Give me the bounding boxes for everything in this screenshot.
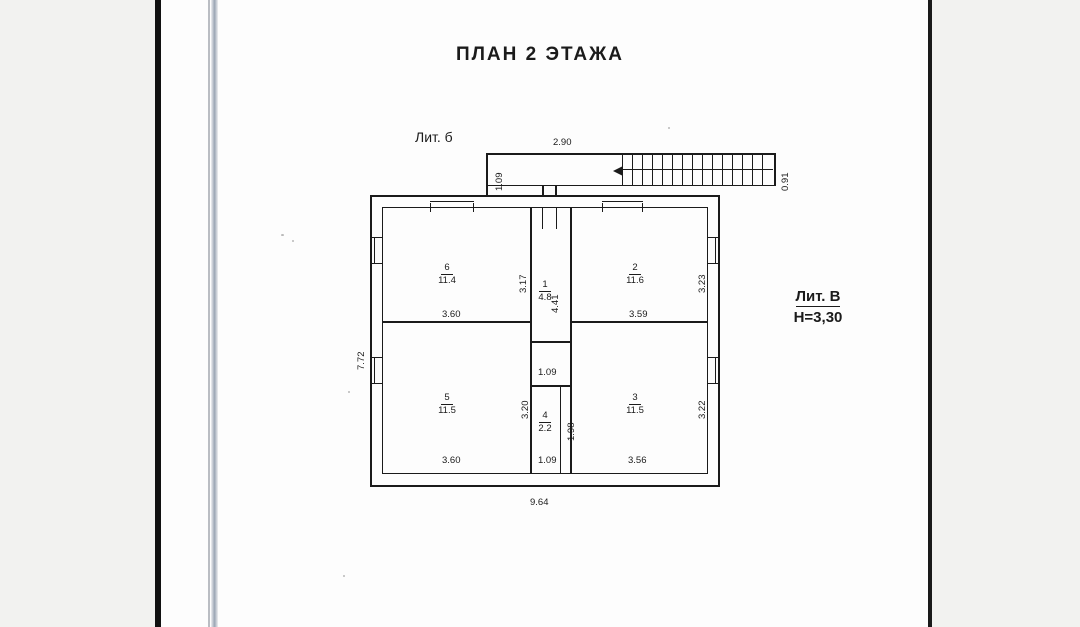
window-mark xyxy=(374,237,375,264)
literal-label-left: Лит. б xyxy=(415,129,453,145)
dim-room1-height: 4.41 xyxy=(550,294,561,313)
paper-fold-line xyxy=(211,0,218,627)
corridor-divider xyxy=(530,341,572,343)
paper-fold-shadow xyxy=(208,0,210,627)
dim-room6-height: 3.17 xyxy=(518,274,529,293)
room-number: 1 xyxy=(539,280,550,292)
dim-room3-width: 3.56 xyxy=(628,455,647,466)
scan-speck xyxy=(343,575,345,577)
porch-left-wall xyxy=(486,153,488,195)
dim-room4-height: 1.98 xyxy=(566,422,577,441)
door-opening xyxy=(430,201,474,202)
dim-porch-depth: 1.09 xyxy=(494,172,505,191)
dim-left-total: 7.72 xyxy=(356,351,367,370)
porch-connector-left xyxy=(542,186,544,196)
page-title: ПЛАН 2 ЭТАЖА xyxy=(455,44,625,65)
outer-wall-left xyxy=(370,195,372,487)
room-label-5 xyxy=(422,393,472,416)
window-mark xyxy=(374,357,375,384)
window-mark xyxy=(708,383,719,384)
building-height-label: H=3,30 xyxy=(793,309,843,326)
room-number: 3 xyxy=(629,393,640,405)
scan-dark-edge-right xyxy=(928,0,932,627)
outer-wall-right xyxy=(718,195,720,487)
dim-room2-height: 3.23 xyxy=(697,274,708,293)
literal-label-right-text: Лит. В xyxy=(795,288,841,305)
door-opening xyxy=(602,203,603,212)
outer-wall-top xyxy=(370,195,720,197)
outer-wall-inner-bottom xyxy=(382,473,708,474)
door-opening xyxy=(473,203,474,212)
dim-porch-width: 2.90 xyxy=(553,137,572,148)
dim-room5-height: 3.20 xyxy=(520,400,531,419)
room-number: 5 xyxy=(441,393,452,405)
room-label-3 xyxy=(610,393,660,416)
interior-wall-right-horizontal xyxy=(570,321,708,323)
dim-room5-width: 3.60 xyxy=(442,455,461,466)
corridor-inner-line xyxy=(542,207,543,229)
outer-wall-inner-left xyxy=(382,207,383,474)
outer-wall-inner-right xyxy=(707,207,708,474)
corridor-top-cap xyxy=(530,207,572,208)
room-area: 4.8 xyxy=(538,291,552,303)
room-area: 11.6 xyxy=(626,274,644,286)
room-label-1 xyxy=(527,280,563,303)
room-area: 11.4 xyxy=(438,274,456,286)
interior-wall-left-horizontal xyxy=(382,321,532,323)
porch-right-wall xyxy=(774,153,776,186)
dim-corridor-width: 1.09 xyxy=(538,367,557,378)
room-area: 11.5 xyxy=(438,404,456,416)
window-mark xyxy=(708,237,719,238)
room-number: 6 xyxy=(441,263,452,275)
room-area: 2.2 xyxy=(538,422,552,434)
scan-edge-right xyxy=(932,0,1080,627)
dim-room2-width: 3.59 xyxy=(629,309,648,320)
scan-edge-left xyxy=(0,0,155,627)
stair-run-line xyxy=(623,169,773,170)
window-mark xyxy=(715,237,716,264)
room4-top-wall xyxy=(530,385,572,387)
scan-speck xyxy=(292,240,294,242)
outer-wall-bottom xyxy=(370,485,720,487)
porch-connector-right xyxy=(555,186,557,196)
window-mark xyxy=(708,357,719,358)
room-number: 2 xyxy=(629,263,640,275)
corridor-inner-line2 xyxy=(556,207,557,229)
dim-stair-side: 0.91 xyxy=(780,172,791,191)
door-opening xyxy=(642,203,643,212)
scan-speck xyxy=(281,234,284,236)
room-number: 4 xyxy=(539,411,550,423)
door-opening xyxy=(602,201,643,202)
room-label-2 xyxy=(610,263,660,286)
door-opening xyxy=(430,203,431,212)
stair-direction-arrow-icon xyxy=(613,164,625,176)
scan-speck xyxy=(348,391,350,393)
scan-speck xyxy=(668,127,670,129)
dim-room6-width: 3.60 xyxy=(442,309,461,320)
room-label-4 xyxy=(527,411,563,434)
room-area: 11.5 xyxy=(626,404,644,416)
window-mark xyxy=(715,357,716,384)
dim-room3-height: 3.22 xyxy=(697,400,708,419)
room-label-6 xyxy=(422,263,472,286)
window-mark xyxy=(708,263,719,264)
dim-bottom-total: 9.64 xyxy=(530,497,549,508)
dim-room4-width: 1.09 xyxy=(538,455,557,466)
